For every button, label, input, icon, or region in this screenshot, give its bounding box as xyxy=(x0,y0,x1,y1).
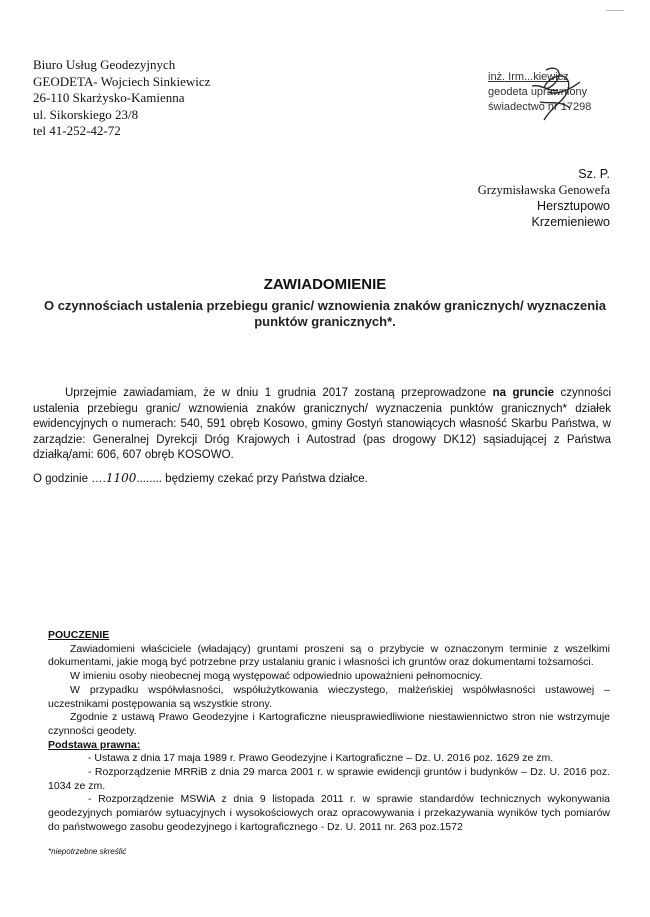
sender-line: 26-110 Skarżysko-Kamienna xyxy=(33,90,185,105)
document-title: ZAWIADOMIENIE xyxy=(263,276,387,293)
stamp-line: geodeta uprawniony xyxy=(488,86,588,98)
stamp-line: inż. Irm...kiewicz xyxy=(488,71,569,83)
instruction-heading: POUCZENIE xyxy=(48,629,110,641)
meeting-time xyxy=(33,471,368,485)
time-prefix: O godzinie …. xyxy=(33,473,106,485)
legal-basis-item: - Rozporządzenie MSWiA z dnia 9 listopada 2011 r. w sprawie standardów technicznych wykonywania geodezyjnych pomiarów sytuacyjnych i wysokościowych oraz opracowywania i przekazywania wyników tych pomiarów do państwowego zasobu geodezyjnego i kartograficznego - Dz. U. 2011 nr. 263 poz.1572 xyxy=(48,793,610,833)
sender-line: Biuro Usług Geodezyjnych xyxy=(33,57,176,72)
signature-icon xyxy=(488,62,608,137)
notice-text: Uprzejmie zawiadamiam, że w dniu 1 grudnia 2017 zostaną przeprowadzone xyxy=(65,387,493,399)
recipient-name: Grzymisławska Genowefa xyxy=(477,183,610,197)
recipient-locality: Krzemieniewo xyxy=(531,215,610,229)
notice-text: czynności ustalenia przebiegu granic/ wznowienia znaków granicznych/ wyznaczenia punktów granicznych* działek ewidencyjnych o numerach: 540, 591 obręb Kosowo, gminy Gostyń stanowiących własność Skarbu Państwa, w zarządzie: Generalnej Dyrekcji Dróg Krajowych i Autostrad (pas drogowy DK12) sąsiadującej z Państwa działką/ami: 606, 607 obręb KOSOWO. xyxy=(33,387,612,461)
recipient-address xyxy=(478,166,610,230)
footnote: *niepotrzebne skreślić xyxy=(48,847,127,856)
salutation: Sz. P. xyxy=(578,167,610,181)
notice-emphasis: na gruncie xyxy=(492,387,555,399)
instruction-paragraph: Zawiadomieni właściciele (władający) gruntami proszeni są o przybycie w oznaczonym terminie z wszelkimi dokumentami, jakie mogą być potrzebne przy ustalaniu granic i własności ich gruntów oraz dokumentami tożsamości. xyxy=(48,642,610,669)
instruction-paragraph: Zgodnie z ustawą Prawo Geodezyjne i Kartograficzne nieusprawiedliwione niestawiennictwo stron nie wstrzymuje czynności geodety. xyxy=(48,711,610,737)
recipient-locality: Hersztupowo xyxy=(537,199,610,213)
notice-paragraph xyxy=(33,386,611,464)
sender-line: GEODETA- Wojciech Sinkiewicz xyxy=(33,73,211,89)
surveyor-stamp xyxy=(488,70,608,140)
sender-line: ul. Sikorskiego 23/8 xyxy=(33,106,139,122)
stamp-line: świadectwo nr 17298 xyxy=(488,101,592,113)
handwritten-time: 1100 xyxy=(105,471,137,485)
legal-basis-item: - Ustawa z dnia 17 maja 1989 r. Prawo Geodezyjne i Kartograficzne – Dz. U. 2016 poz. 1629 ze zm. xyxy=(88,752,554,765)
legal-basis-item: - Rozporządzenie MRRiB z dnia 29 marca 2001 r. w sprawie ewidencji gruntów i budynków – Dz. U. 2016 poz. 1034 ze zm. xyxy=(48,766,610,792)
legal-basis-heading: Podstawa prawna: xyxy=(48,738,141,751)
notice-body xyxy=(33,386,611,464)
sender-line: tel 41-252-42-72 xyxy=(33,123,121,138)
time-suffix: ........ będziemy czekać przy Państwa działce. xyxy=(136,473,368,485)
instruction-section xyxy=(48,629,610,835)
document-subject: O czynnościach ustalenia przebiegu granic/ wznowienia znaków granicznych/ wyznaczenia punktów granicznych*. xyxy=(43,298,607,329)
scan-mark xyxy=(606,10,624,11)
sender-address xyxy=(33,57,210,140)
instruction-paragraph: W imieniu osoby nieobecnej mogą występować odpowiednio upoważnieni pełnomocnicy. xyxy=(70,670,483,683)
instruction-paragraph: W przypadku współwłasności, współużytkowania wieczystego, małżeńskiej współwłasności ustawowej – uczestnikami postępowania są wszystkie strony. xyxy=(48,683,610,710)
